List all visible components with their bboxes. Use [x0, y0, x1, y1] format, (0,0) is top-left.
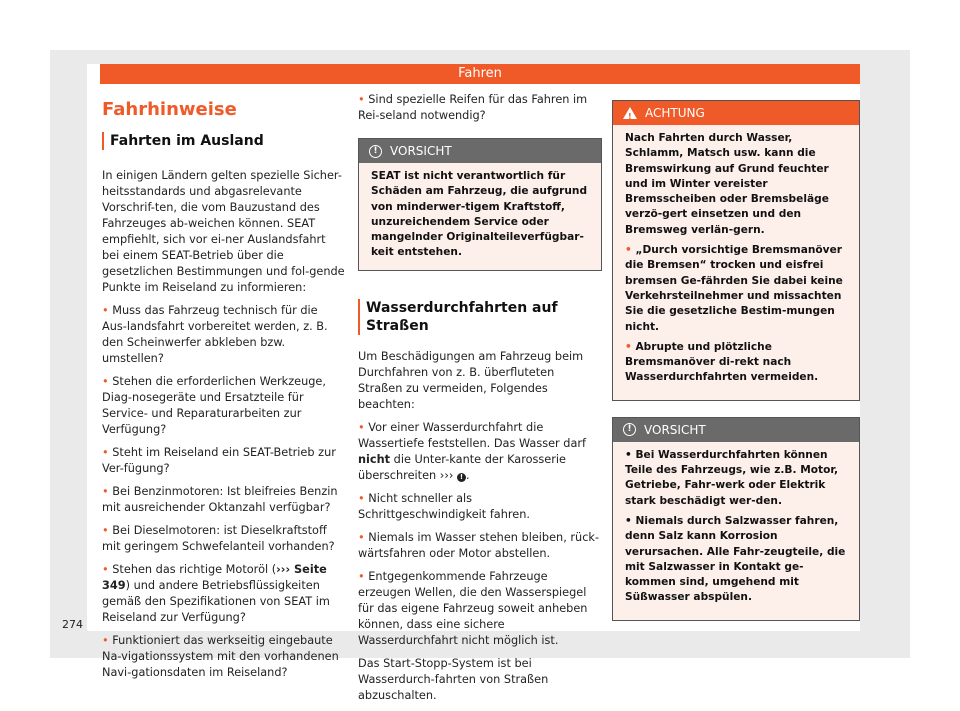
caution-text: SEAT ist nicht verantwortlich für Schäden am Fahrzeug, die aufgrund von minderwer-tigem Kraftstoff, unzureichendem Service oder mangelnder Originalteileverfügbar-keit entstehen. — [371, 170, 588, 259]
list-item: • Bei Dieselmotoren: ist Dieselkraftstoff mit geringem Schwefelanteil vorhanden? — [102, 524, 335, 553]
caution-text — [613, 442, 859, 620]
warning-text: Nach Fahrten durch Wasser, Schlamm, Matsch usw. kann die Bremswirkung auf Grund feuchter und im Winter vereister Bremsscheiben oder Bremsbeläge verzö-gert einsetzen und den Bremsweg verlän-gern. • „Durch vorsichtige Bremsmanöver die Bremsen“ trocken und eisfrei bremsen Ge-fährden Sie dabei keine Verkehrsteilnehmer und missachten Sie die gesetzliche Bestim-mungen nicht. • Abrupte und plötzliche Bremsmanöver di-rekt nach Wasserdurchfahrten vermeiden. — [613, 125, 859, 400]
caution-header: ! VORSICHT — [359, 139, 601, 163]
list-item: • Niemals durch Salzwasser fahren, denn Salz kann Korrosion verursachen. Alle Fahr-zeugteile, die mit Salzwasser in Kontakt ge-kommen sind, umgehend mit Süßwasser abspülen. — [625, 514, 846, 604]
list-item: • Bei Wasserdurchfahrten können Teile des Fahrzeugs, wie z.B. Motor, Getriebe, Fahr-werk oder Elektrik stark beschädigt wer-den. — [625, 448, 839, 507]
list-item: • Vor einer Wasserdurchfahrt die Wassertiefe feststellen. Das Wasser darf nicht die Unter-kante der Karosserie überschreiten ››› ! . — [358, 420, 586, 482]
list-item: • Nicht schneller als Schrittgeschwindigkeit fahren. — [358, 491, 530, 521]
column-3 — [612, 100, 860, 633]
column-1 — [102, 92, 346, 688]
caution-header: ! VORSICHT — [613, 418, 859, 442]
list-item: • Entgegenkommende Fahrzeuge erzeugen Wellen, die den Wasserspiegel für das eigene Fahrzeug soweit anheben können, dass eine sichere Wasserdurchfahrt nicht möglich ist. — [358, 569, 588, 647]
info-icon: ! — [369, 145, 382, 158]
warning-ref-icon[interactable]: ! — [457, 473, 466, 482]
list-item: • Niemals im Wasser stehen bleiben, rück-wärtsfahren oder Motor abstellen. — [358, 530, 600, 560]
list-item: • Sind spezielle Reifen für das Fahren im Rei-seland notwendig? — [358, 93, 588, 122]
list-item: • Steht im Reiseland ein SEAT-Betrieb zur Ver-fügung? — [102, 446, 336, 475]
caution-box — [358, 138, 602, 271]
list-item: • „Durch vorsichtige Bremsmanöver die Bremsen“ trocken und eisfrei bremsen Ge-fährden Sie dabei keine Verkehrsteilnehmer und missachten Sie die gesetzliche Bestim-mungen nicht. — [625, 244, 843, 333]
list-item: • Stehen die erforderlichen Werkzeuge, Diag-nosegeräte und Ersatzteile für Service- und Reparaturarbeiten zur Verfügung? — [102, 375, 326, 436]
warning-header: ! ACHTUNG — [613, 101, 859, 125]
warning-box — [612, 100, 860, 401]
column-2 — [358, 92, 602, 711]
intro-paragraph: In einigen Ländern gelten spezielle Sicher-heitsstandards und abgasrelevante Vorschrif-ten, die vom Bauzustand des Fahrzeuges ab-weichen können. SEAT empfiehlt, sich vor ei-ner Auslandsfahrt bei einem SEAT-Betrieb über die gesetzlichen Bestimmungen und fol-gende Punkte im Reiseland zu informieren: — [102, 169, 345, 294]
caution-box — [612, 417, 860, 621]
page-title: Fahrhinweise — [102, 99, 237, 120]
page-reference-link[interactable]: ››› Seite 349 — [102, 563, 327, 592]
warning-triangle-icon: ! — [623, 107, 637, 119]
info-icon: ! — [623, 423, 636, 436]
list-item: • Abrupte und plötzliche Bremsmanöver di-rekt nach Wasserdurchfahrten vermeiden. — [625, 340, 819, 384]
section-title: Fahrten im Ausland — [102, 132, 346, 150]
page-number: 274 — [62, 618, 83, 631]
intro-paragraph: Um Beschädigungen am Fahrzeug beim Durchfahren von z. B. überfluteten Straßen zu vermeiden, Folgendes beachten: — [358, 349, 584, 411]
list-item: • Bei Benzinmotoren: Ist bleifreies Benzin mit ausreichender Oktanzahl verfügbar? — [102, 485, 338, 514]
section-title: Wasserdurchfahrten auf Straßen — [358, 299, 602, 335]
paragraph: Das Start-Stopp-System ist bei Wasserdurch-fahrten von Straßen abzuschalten. — [358, 656, 549, 702]
list-item: • Funktioniert das werkseitig eingebaute Na-vigationssystem mit den vorhandenen Navi-gationsdaten im Reiseland? — [102, 634, 339, 679]
list-item: • Stehen das richtige Motoröl (››› Seite 349) und andere Betriebsflüssigkeiten gemäß den Spezifikationen von SEAT im Reiseland zur Verfügung? — [102, 563, 330, 624]
chapter-header: Fahren — [100, 64, 860, 84]
list-item: • Muss das Fahrzeug technisch für die Aus-landsfahrt vorbereitet werden, z. B. den Scheinwerfer abkleben bzw. umstellen? — [102, 304, 328, 365]
